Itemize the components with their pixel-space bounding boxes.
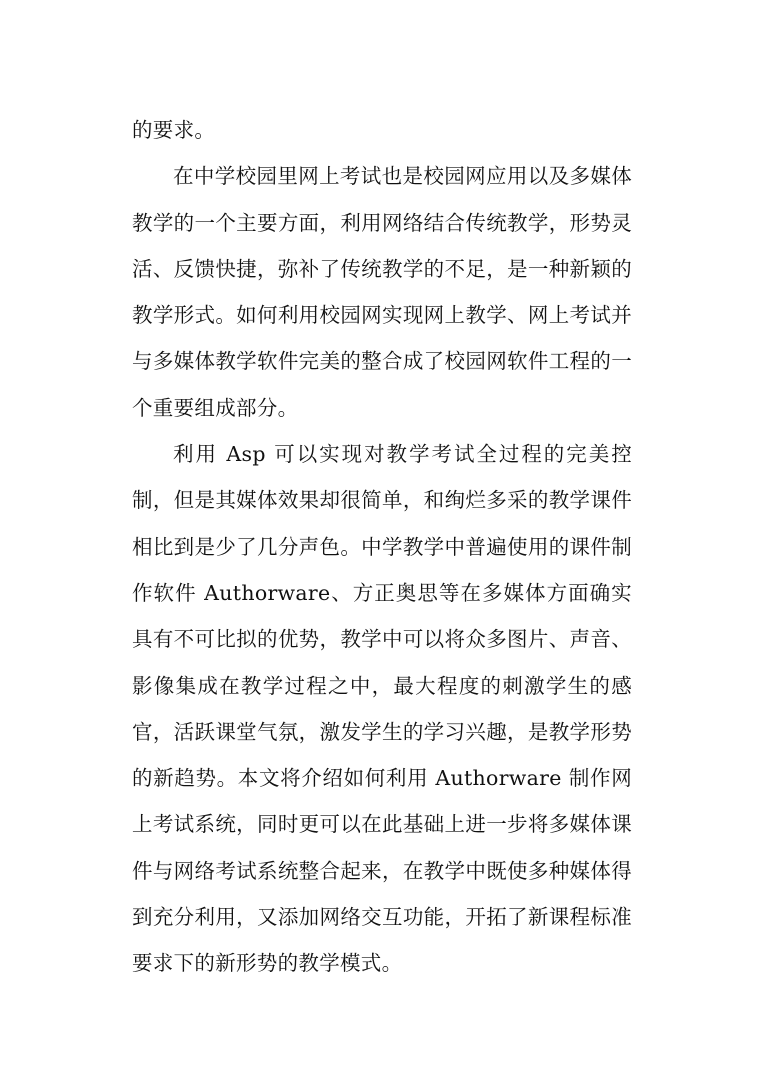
paragraph-continuation: 的要求。 [132, 118, 216, 142]
body-text [132, 107, 632, 987]
paragraph-campus-exam: 在中学校园里网上考试也是校园网应用以及多媒体教学的一个主要方面，利用网络结合传统教学，形势灵活、反馈快捷，弥补了传统教学的不足，是一种新颖的教学形式。如何利用校园网实现网上教学、网上考试并与多媒体教学软件完美的整合成了校园网软件工程的一个重要组成部分。 [132, 164, 632, 420]
paragraph-asp-authorware: 利用 Asp 可以实现对教学考试全过程的完美控制，但是其媒体效果却很简单，和绚烂多采的教学课件相比到是少了几分声色。中学教学中普遍使用的课件制作软件 Authorware、方正奥思等在多媒体方面确实具有不可比拟的优势，教学中可以将众多图片、声音、影像集成在教学过程之中，最大程度的刺激学生的感官，活跃课堂气氛，激发学生的学习兴趣，是教学形势的新趋势。本文将介绍如何利用 Authorware 制作网上考试系统，同时更可以在此基础上进一步将多媒体课件与网络考试系统整合起来，在教学中既使多种媒体得到充分利用，又添加网络交互功能，开拓了新课程标准要求下的新形势的教学模式。 [132, 442, 632, 976]
